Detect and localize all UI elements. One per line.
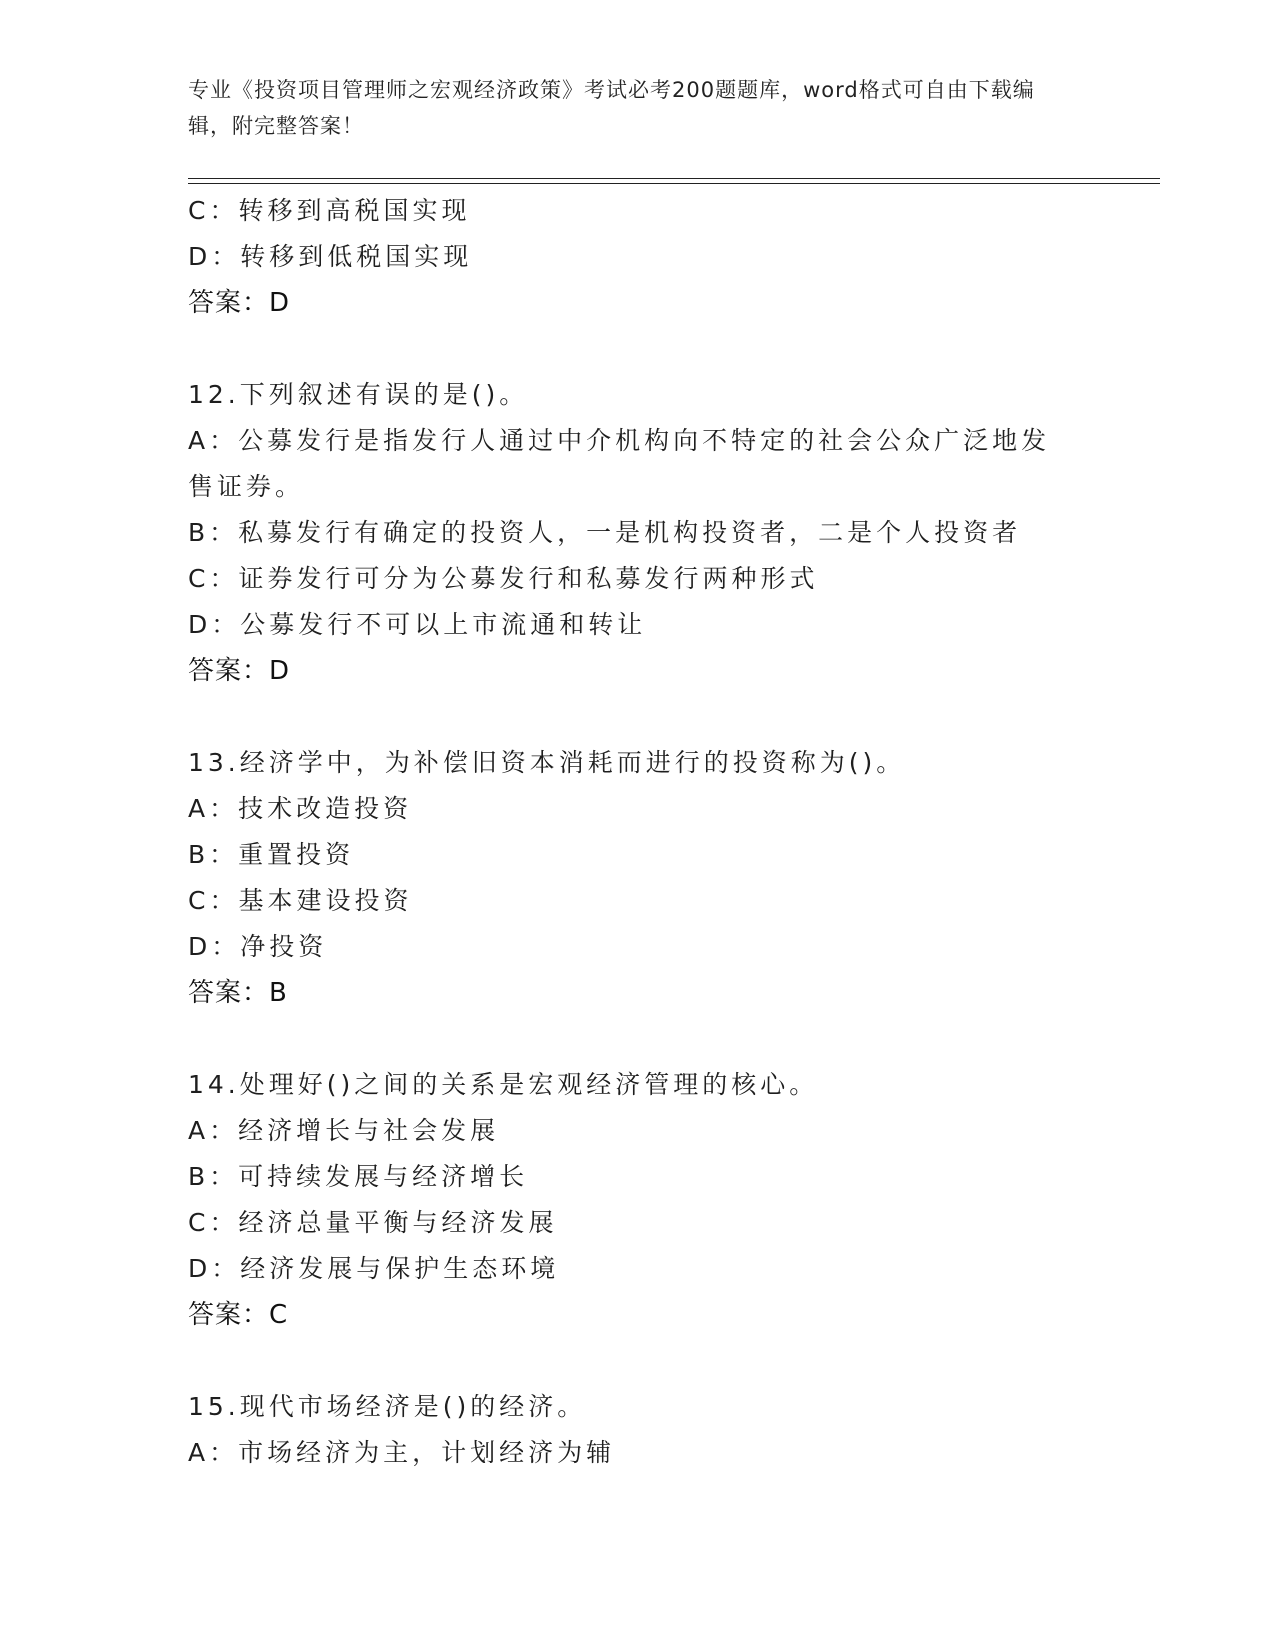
option-d: D：净投资: [188, 932, 328, 961]
question-stem: 14.处理好()之间的关系是宏观经济管理的核心。: [188, 1070, 819, 1099]
option-c: C：转移到高税国实现: [188, 196, 471, 225]
document-header: 专业《投资项目管理师之宏观经济政策》考试必考200题题库，word格式可自由下载编辑，附完整答案！: [188, 78, 1035, 138]
option-d: D：经济发展与保护生态环境: [188, 1254, 560, 1283]
spacer: [188, 1338, 1088, 1384]
question-stem: 13.经济学中，为补偿旧资本消耗而进行的投资称为()。: [188, 748, 906, 777]
question-block-13: [188, 740, 1088, 1016]
option-d: D：公募发行不可以上市流通和转让: [188, 610, 647, 639]
header-divider-bottom: [188, 183, 1160, 184]
spacer: [188, 326, 1088, 372]
option-b: B：私募发行有确定的投资人，一是机构投资者，二是个人投资者: [188, 518, 1022, 547]
question-list: [188, 188, 1088, 1476]
option-c: C：基本建设投资: [188, 886, 413, 915]
option-d: D：转移到低税国实现: [188, 242, 473, 271]
question-block-14: [188, 1062, 1088, 1338]
spacer: [188, 694, 1088, 740]
question-stem: 15.现代市场经济是()的经济。: [188, 1392, 587, 1421]
option-b: B：可持续发展与经济增长: [188, 1162, 529, 1191]
question-block-15: [188, 1384, 1088, 1476]
option-a: A：技术改造投资: [188, 794, 413, 823]
option-a: A：市场经济为主，计划经济为辅: [188, 1438, 616, 1467]
option-b: B：重置投资: [188, 840, 355, 869]
option-c: C：经济总量平衡与经济发展: [188, 1208, 558, 1237]
option-a: A：经济增长与社会发展: [188, 1116, 500, 1145]
answer-line: 答案：C: [188, 1300, 289, 1330]
question-block-partial: [188, 188, 1088, 326]
option-a: A：公募发行是指发行人通过中介机构向不特定的社会公众广泛地发售证券。: [188, 426, 1051, 501]
spacer: [188, 1016, 1088, 1062]
answer-line: 答案：D: [188, 288, 291, 318]
question-stem: 12.下列叙述有误的是()。: [188, 380, 529, 409]
question-block-12: [188, 372, 1088, 694]
option-c: C：证券发行可分为公募发行和私募发行两种形式: [188, 564, 819, 593]
answer-line: 答案：B: [188, 978, 288, 1008]
header-divider-top: [188, 178, 1160, 179]
answer-line: 答案：D: [188, 656, 291, 686]
